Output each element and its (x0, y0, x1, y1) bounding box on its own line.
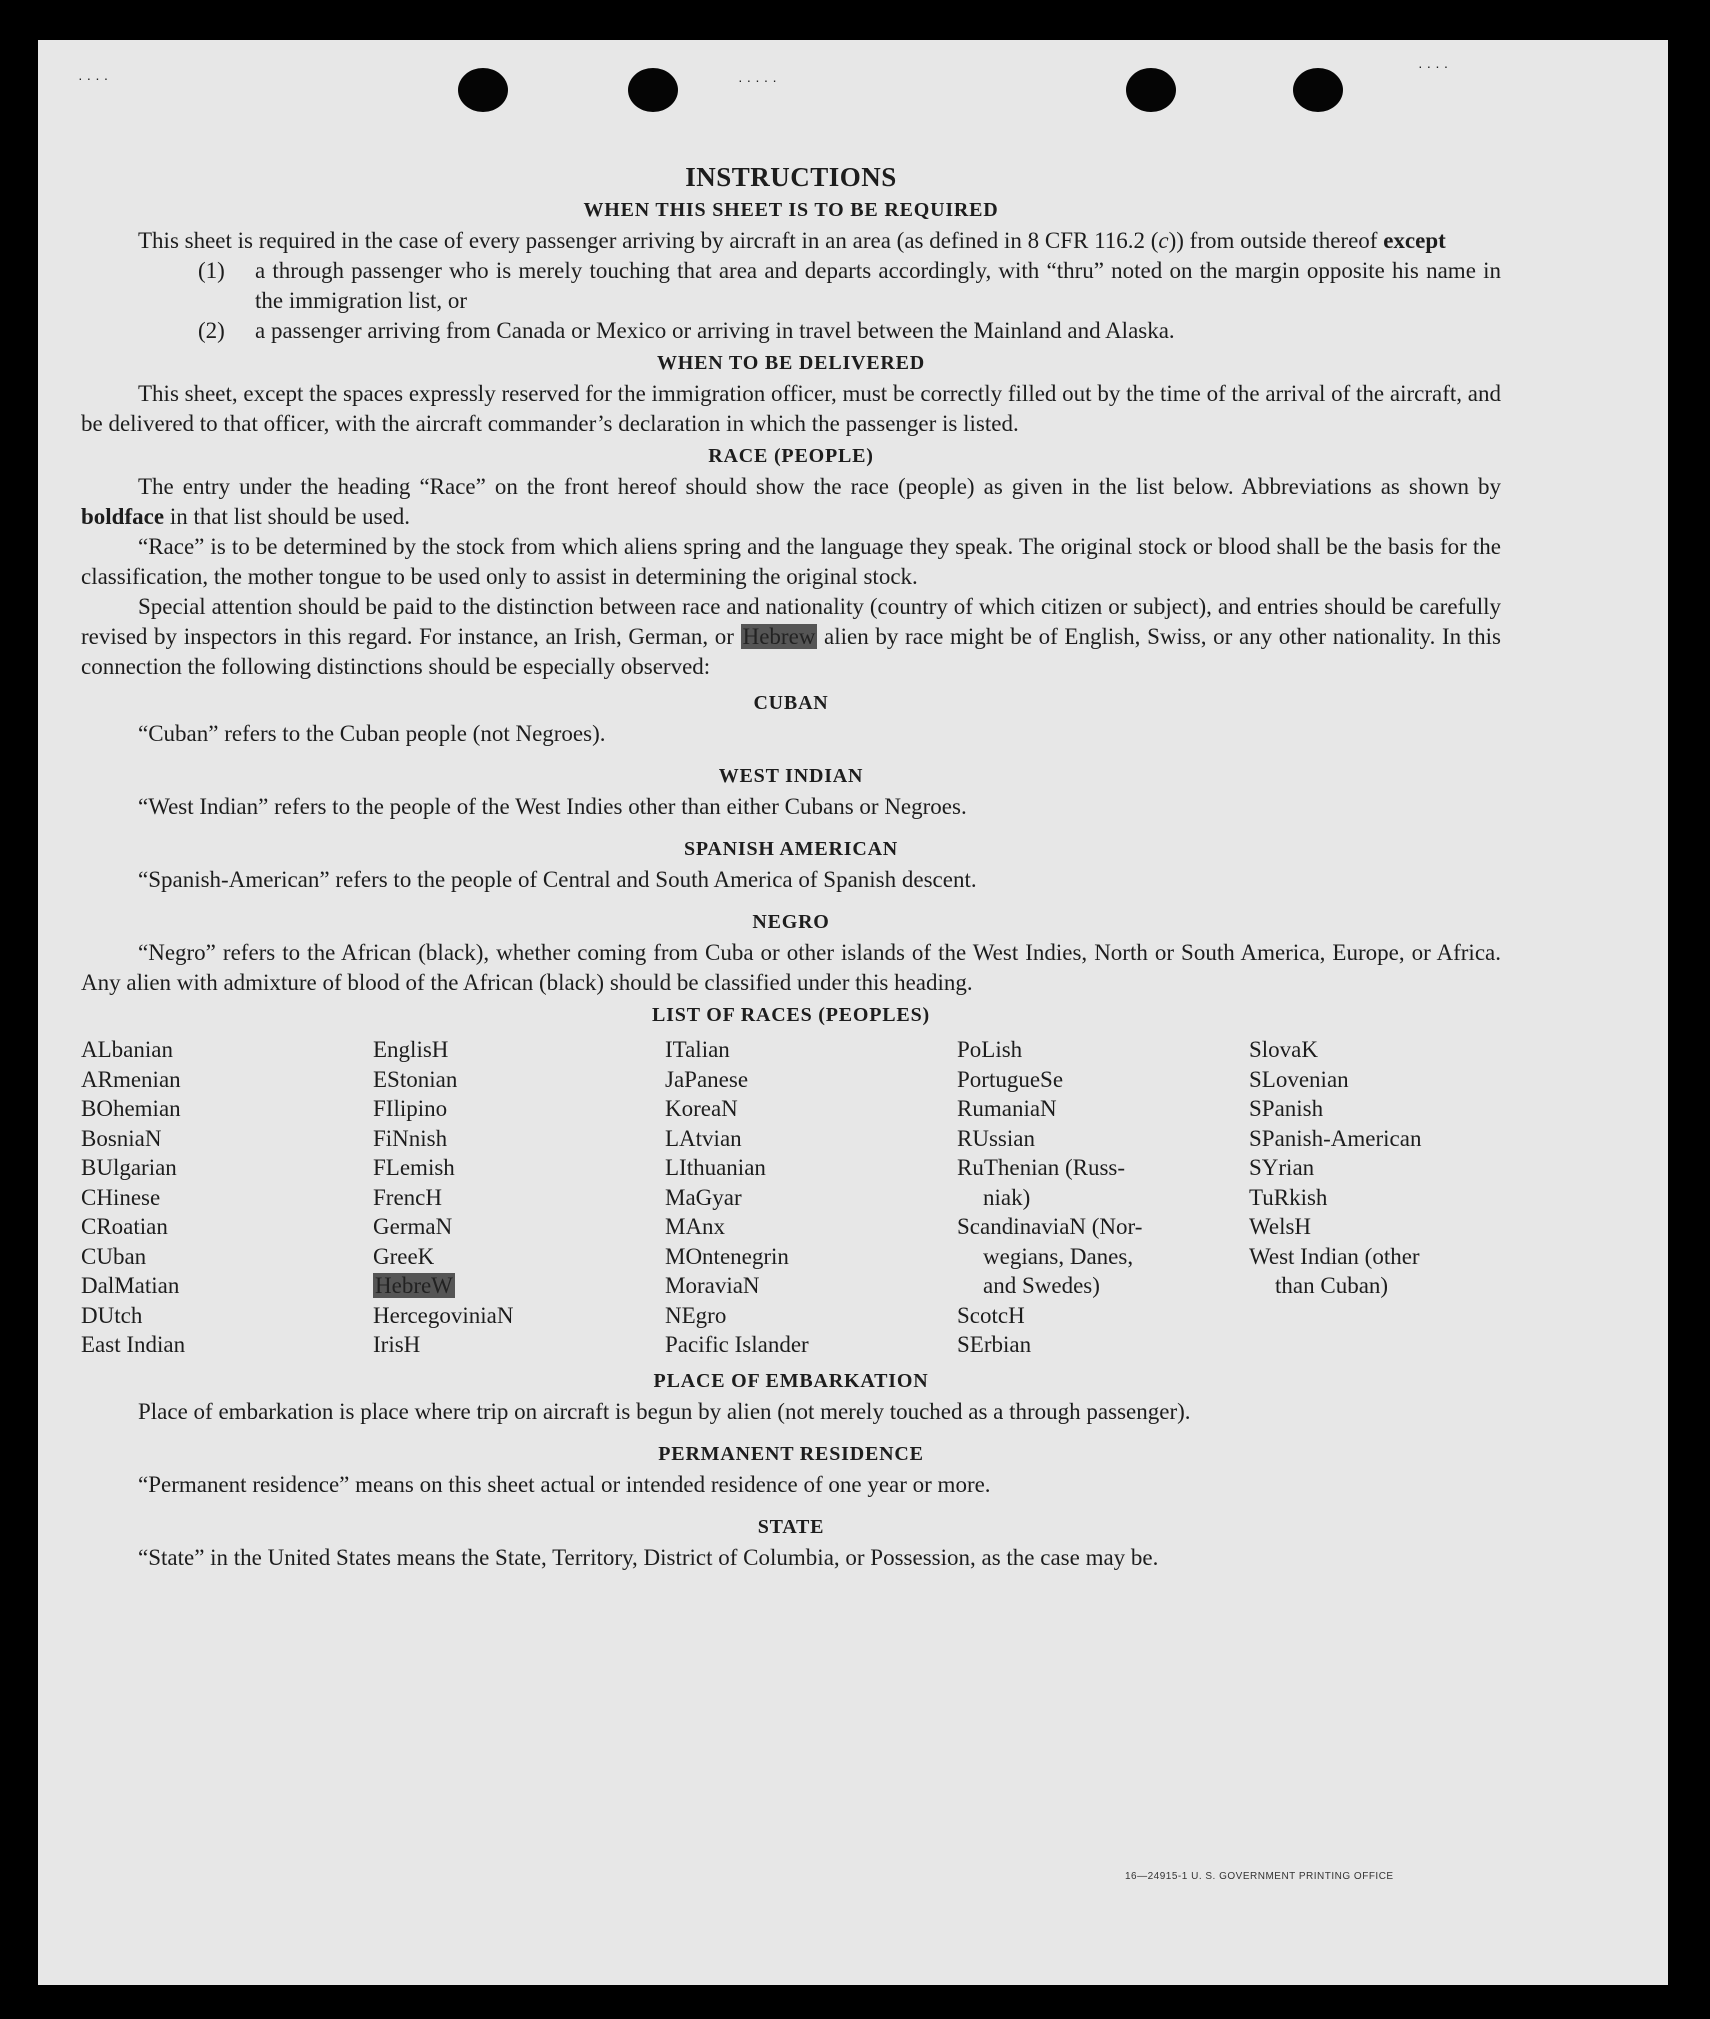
race-entry: FiNnish (373, 1125, 448, 1151)
race-paragraph: The entry under the heading “Race” on the front hereof should show the race (people) as given in the list below. Abbreviations as shown by boldface in that list should be used. (81, 474, 1501, 529)
spanish-american-text: “Spanish-American” refers to the people of Central and South America of Spanish descent. (138, 867, 977, 892)
race-entry: ScotcH (957, 1302, 1025, 1328)
race-entry: BUlgarian (81, 1155, 177, 1180)
race-column (665, 1035, 957, 1360)
section-heading-state: STATE (757, 1515, 825, 1538)
race-entry: ARmenian (81, 1066, 181, 1092)
race-entry: Pacific Islander (665, 1332, 809, 1357)
race-column (957, 1035, 1249, 1360)
race-entry: EStonian (373, 1066, 458, 1092)
race-entry: KoreaN (665, 1096, 738, 1121)
race-entry: ALbanian (81, 1037, 173, 1062)
smeared-word: HebreW (375, 1273, 453, 1298)
race-entry: SPanish (1249, 1096, 1324, 1121)
delivered-text: This sheet, except the spaces expressly reserved for the immigration officer, must be correctly filled out by the time of the arrival of the aircraft, and be delivered to that officer, with the aircraft commander’s declaration in which the passenger is listed. (81, 381, 1501, 436)
race-entry: BOhemian (81, 1096, 181, 1121)
race-entry: BosniaN (81, 1125, 162, 1151)
instructions-content (81, 150, 1501, 1573)
page-title: INSTRUCTIONS (685, 162, 897, 192)
residence-text: “Permanent residence” means on this sheet actual or intended residence of one year or more. (138, 1471, 991, 1497)
race-list (81, 1035, 1501, 1360)
race-entry: NEgro (665, 1302, 727, 1328)
section-heading-races: LIST OF RACES (PEOPLES) (652, 1004, 930, 1026)
negro-text: “Negro” refers to the African (black), whether coming from Cuba or other islands of the West Indies, North or South America, Europe, or Africa. Any alien with admixture of blood of the African (black) should be classified under this heading. (81, 940, 1501, 995)
race-entry: niak) (983, 1184, 1031, 1210)
section-heading-west-indian: WEST INDIAN (718, 765, 864, 787)
race-entry: SYrian (1249, 1155, 1315, 1180)
race-entry: EnglisH (373, 1037, 449, 1062)
race-entry: FLemish (373, 1155, 455, 1180)
section-heading-required: WHEN THIS SHEET IS TO BE REQUIRED (583, 199, 999, 221)
race-entry: HercegoviniaN (373, 1302, 514, 1328)
smeared-word: Hebrew (742, 624, 816, 649)
race-entry: East Indian (81, 1332, 186, 1357)
scan-specks: · · · · (1418, 58, 1449, 74)
cuban-text: “Cuban” refers to the Cuban people (not Negroes). (138, 721, 606, 746)
race-entry: than Cuban) (1275, 1273, 1389, 1298)
west-indian-text: “West Indian” refers to the people of the West Indies other than either Cubans or Negroes. (138, 794, 967, 819)
race-entry: CUban (81, 1243, 147, 1269)
race-entry: SPanish-American (1249, 1125, 1422, 1151)
section-heading-negro: NEGRO (752, 911, 830, 933)
race-entry: SLovenian (1249, 1066, 1349, 1092)
item-text: a passenger arriving from Canada or Mexico or arriving in travel between the Mainland and Alaska. (255, 318, 1175, 343)
race-entry: and Swedes) (983, 1273, 1100, 1298)
race-entry: GreeK (373, 1243, 435, 1269)
race-entry: TuRkish (1249, 1184, 1328, 1210)
section-heading-residence: PERMANENT RESIDENCE (658, 1442, 924, 1465)
race-entry: RUssian (957, 1125, 1035, 1151)
race-entry: MAnx (665, 1214, 726, 1239)
race-entry: CHinese (81, 1184, 161, 1210)
exception-item (81, 316, 1501, 346)
race-entry: WelsH (1249, 1214, 1312, 1239)
race-entry: FIlipino (373, 1096, 448, 1121)
required-intro: This sheet is required in the case of every passenger arriving by aircraft in an area (as defined in 8 CFR 116.2 (c)) from outside thereof except (138, 228, 1446, 253)
race-entry: FrencH (373, 1184, 442, 1210)
race-entry: MOntenegrin (665, 1243, 789, 1269)
race-entry: RumaniaN (957, 1096, 1057, 1121)
race-entry: IrisH (373, 1332, 421, 1357)
race-entry: LAtvian (665, 1125, 742, 1151)
section-heading-race: RACE (PEOPLE) (708, 445, 874, 467)
race-entry: PoLish (957, 1037, 1023, 1062)
race-entry: ITalian (665, 1037, 730, 1062)
race-column (373, 1035, 665, 1360)
race-entry: MaGyar (665, 1184, 742, 1210)
race-entry: CRoatian (81, 1214, 168, 1239)
race-entry: LIthuanian (665, 1155, 766, 1180)
race-entry: DUtch (81, 1302, 143, 1328)
printing-office-imprint: 16—24915-1 U. S. GOVERNMENT PRINTING OFFICE (1125, 1871, 1394, 1882)
scan-specks: · · · · (78, 70, 109, 86)
race-paragraph: Special attention should be paid to the distinction between race and nationality (country of which citizen or subject), and entries should be carefully revised by inspectors in this regard. For instance, an Irish, German, or Hebrew alien by race might be of English, Swiss, or any other nationality. In this connection the following distinctions should be especially observed: (81, 594, 1501, 679)
item-text: a through passenger who is merely touching that area and departs accordingly, with “thru” noted on the margin opposite his name in the immigration list, or (255, 258, 1501, 313)
race-entry: SlovaK (1249, 1037, 1318, 1062)
punch-hole (1126, 68, 1176, 112)
section-heading-spanish-american: SPANISH AMERICAN (683, 838, 899, 860)
race-entry: West Indian (other (1249, 1243, 1420, 1269)
race-entry: GermaN (373, 1214, 453, 1239)
punch-hole (1293, 68, 1343, 112)
item-number: (1) (198, 258, 225, 283)
race-entry: RuThenian (Russ- (957, 1155, 1126, 1180)
race-paragraph: “Race” is to be determined by the stock from which aliens spring and the language they speak. The original stock or blood shall be the basis for the classification, the mother tongue to be used only to assist in determining the original stock. (81, 534, 1501, 589)
race-entry: SErbian (957, 1332, 1032, 1357)
race-column (1249, 1035, 1541, 1360)
item-number: (2) (198, 318, 225, 343)
race-entry: MoraviaN (665, 1273, 760, 1298)
race-entry: wegians, Danes, (983, 1243, 1134, 1269)
punch-hole (628, 68, 678, 112)
section-heading-delivered: WHEN TO BE DELIVERED (656, 352, 926, 374)
punch-hole (458, 68, 508, 112)
section-heading-cuban: CUBAN (753, 692, 829, 714)
race-entry: JaPanese (665, 1066, 749, 1092)
section-heading-embarkation: PLACE OF EMBARKATION (653, 1369, 929, 1392)
embarkation-text: Place of embarkation is place where trip on aircraft is begun by alien (not merely touched as a through passenger). (138, 1398, 1191, 1424)
race-entry: DalMatian (81, 1273, 180, 1298)
exception-item (81, 256, 1501, 316)
scan-specks: · · · · · (738, 72, 777, 88)
race-entry (373, 1271, 665, 1301)
race-entry: ScandinaviaN (Nor- (957, 1214, 1143, 1239)
race-entry: PortugueSe (957, 1066, 1064, 1092)
race-column (81, 1035, 373, 1360)
state-text: “State” in the United States means the State, Territory, District of Columbia, or Possession, as the case may be. (138, 1544, 1159, 1570)
